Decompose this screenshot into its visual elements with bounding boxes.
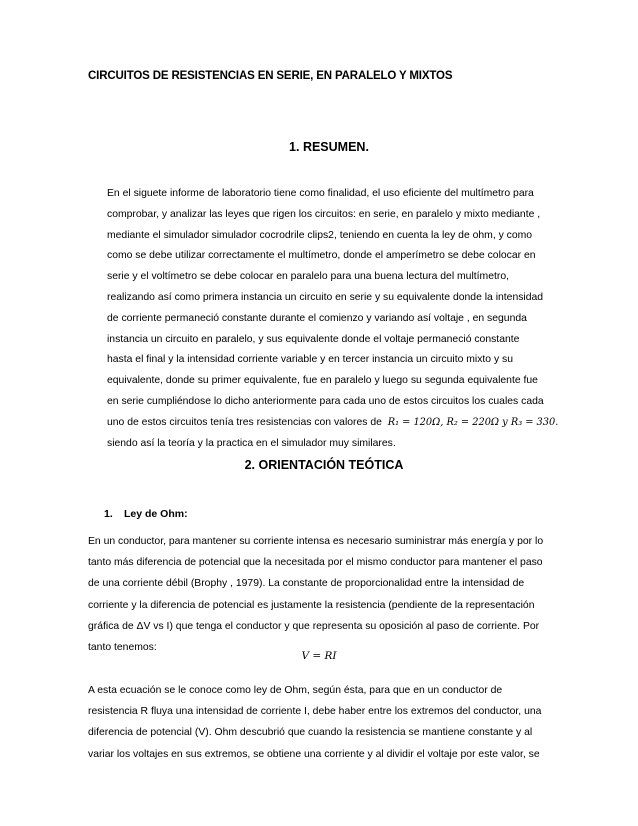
summary-line: hasta el final y la intensidad corriente variable y en tercer instancia un circuito mixto y su xyxy=(107,354,514,366)
summary-line: serie y el voltímetro se debe colocar en paralelo para una buena lectura del multímetro, xyxy=(107,271,509,283)
summary-line: como se debe utilizar correctamente el multímetro, donde el amperímetro se debe colocar en xyxy=(107,250,536,262)
document-title: CIRCUITOS DE RESISTENCIAS EN SERIE, EN PARALELO Y MIXTOS xyxy=(88,70,453,82)
summary-line: equivalente, donde su primer equivalente, fue en paralelo y luego su segunda equivalente fue xyxy=(107,375,538,387)
paragraph-ohm-law xyxy=(88,680,550,765)
subheading-text: Ley de Ohm: xyxy=(124,508,188,520)
summary-line: instancia un circuito en paralelo, y sus equivalente donde el voltaje permaneció constante xyxy=(107,333,520,345)
paragraph-line: diferencia de potencial (V). Ohm descubrió que cuando la resistencia se mantiene constante y al xyxy=(88,727,533,739)
summary-line: comprobar, y analizar las leyes que rigen los circuitos: en serie, en paralelo y mixto mediante , xyxy=(107,208,541,220)
paragraph-line: variar los voltajes en sus extremos, se obtiene una corriente y al dividir el voltaje por este valor, se xyxy=(88,748,540,760)
paragraph-line: En un conductor, para mantener su corriente intensa es necesario suministrar más energía y por lo xyxy=(88,536,544,547)
paragraph-line: tanto más diferencia de potencial que la necesitada por el mismo conductor para mantener el paso xyxy=(88,557,543,569)
section-heading-resumen: 1. RESUMEN. xyxy=(289,140,369,154)
summary-line-resistors xyxy=(107,413,559,434)
ohm-law-equation: V = RI xyxy=(301,650,337,662)
paragraph-line: resistencia R fluya una intensidad de corriente I, debe haber entre los extremos del conductor, una xyxy=(88,706,542,718)
summary-line: en serie cumpliéndose lo dicho anteriormente para cada uno de estos circuitos los cuales cada xyxy=(107,395,544,407)
section-heading-orientacion: 2. ORIENTACIÓN TEÓTICA xyxy=(244,458,404,472)
summary-paragraph xyxy=(107,184,559,454)
paragraph-line: tanto tenemos: xyxy=(88,641,157,653)
resistor-values-formula: R₁ = 120Ω, R₂ = 220Ω y R₃ = 330. xyxy=(387,416,559,428)
summary-line: realizando así como primera instancia un circuito en serie y su equivalente donde la intensidad xyxy=(107,291,544,303)
summary-line: siendo así la teoría y la practica en el simulador muy similares. xyxy=(107,437,396,449)
paragraph-line: corriente y la diferencia de potencial es justamente la resistencia (pendiente de la representación xyxy=(88,599,535,611)
paragraph-line: de una corriente débil (Brophy , 1979). La constante de proporcionalidad entre la intensidad de xyxy=(88,578,525,590)
summary-line: de corriente permaneció constante durante el comienzo y variando así voltaje , en segunda xyxy=(107,312,527,324)
subheading-ley-de-ohm xyxy=(104,508,188,520)
paragraph-line: A esta ecuación se le conoce como ley de Ohm, según ésta, para que en un conductor de xyxy=(88,685,503,696)
paragraph-ohm-intro xyxy=(88,531,550,658)
subheading-number: 1. xyxy=(104,508,113,520)
resistor-line-text: uno de estos circuitos tenía tres resistencias con valores de xyxy=(107,416,382,428)
summary-line: En el siguete informe de laboratorio tiene como finalidad, el uso eficiente del multímetro para xyxy=(107,188,534,199)
paragraph-line: gráfica de ΔV vs I) que tenga el conductor y que representa su oposición al paso de corriente. Por xyxy=(88,620,540,632)
summary-line: mediante el simulador simulador cocrodrile clips2, teniendo en cuenta la ley de ohm, y como xyxy=(107,229,533,241)
